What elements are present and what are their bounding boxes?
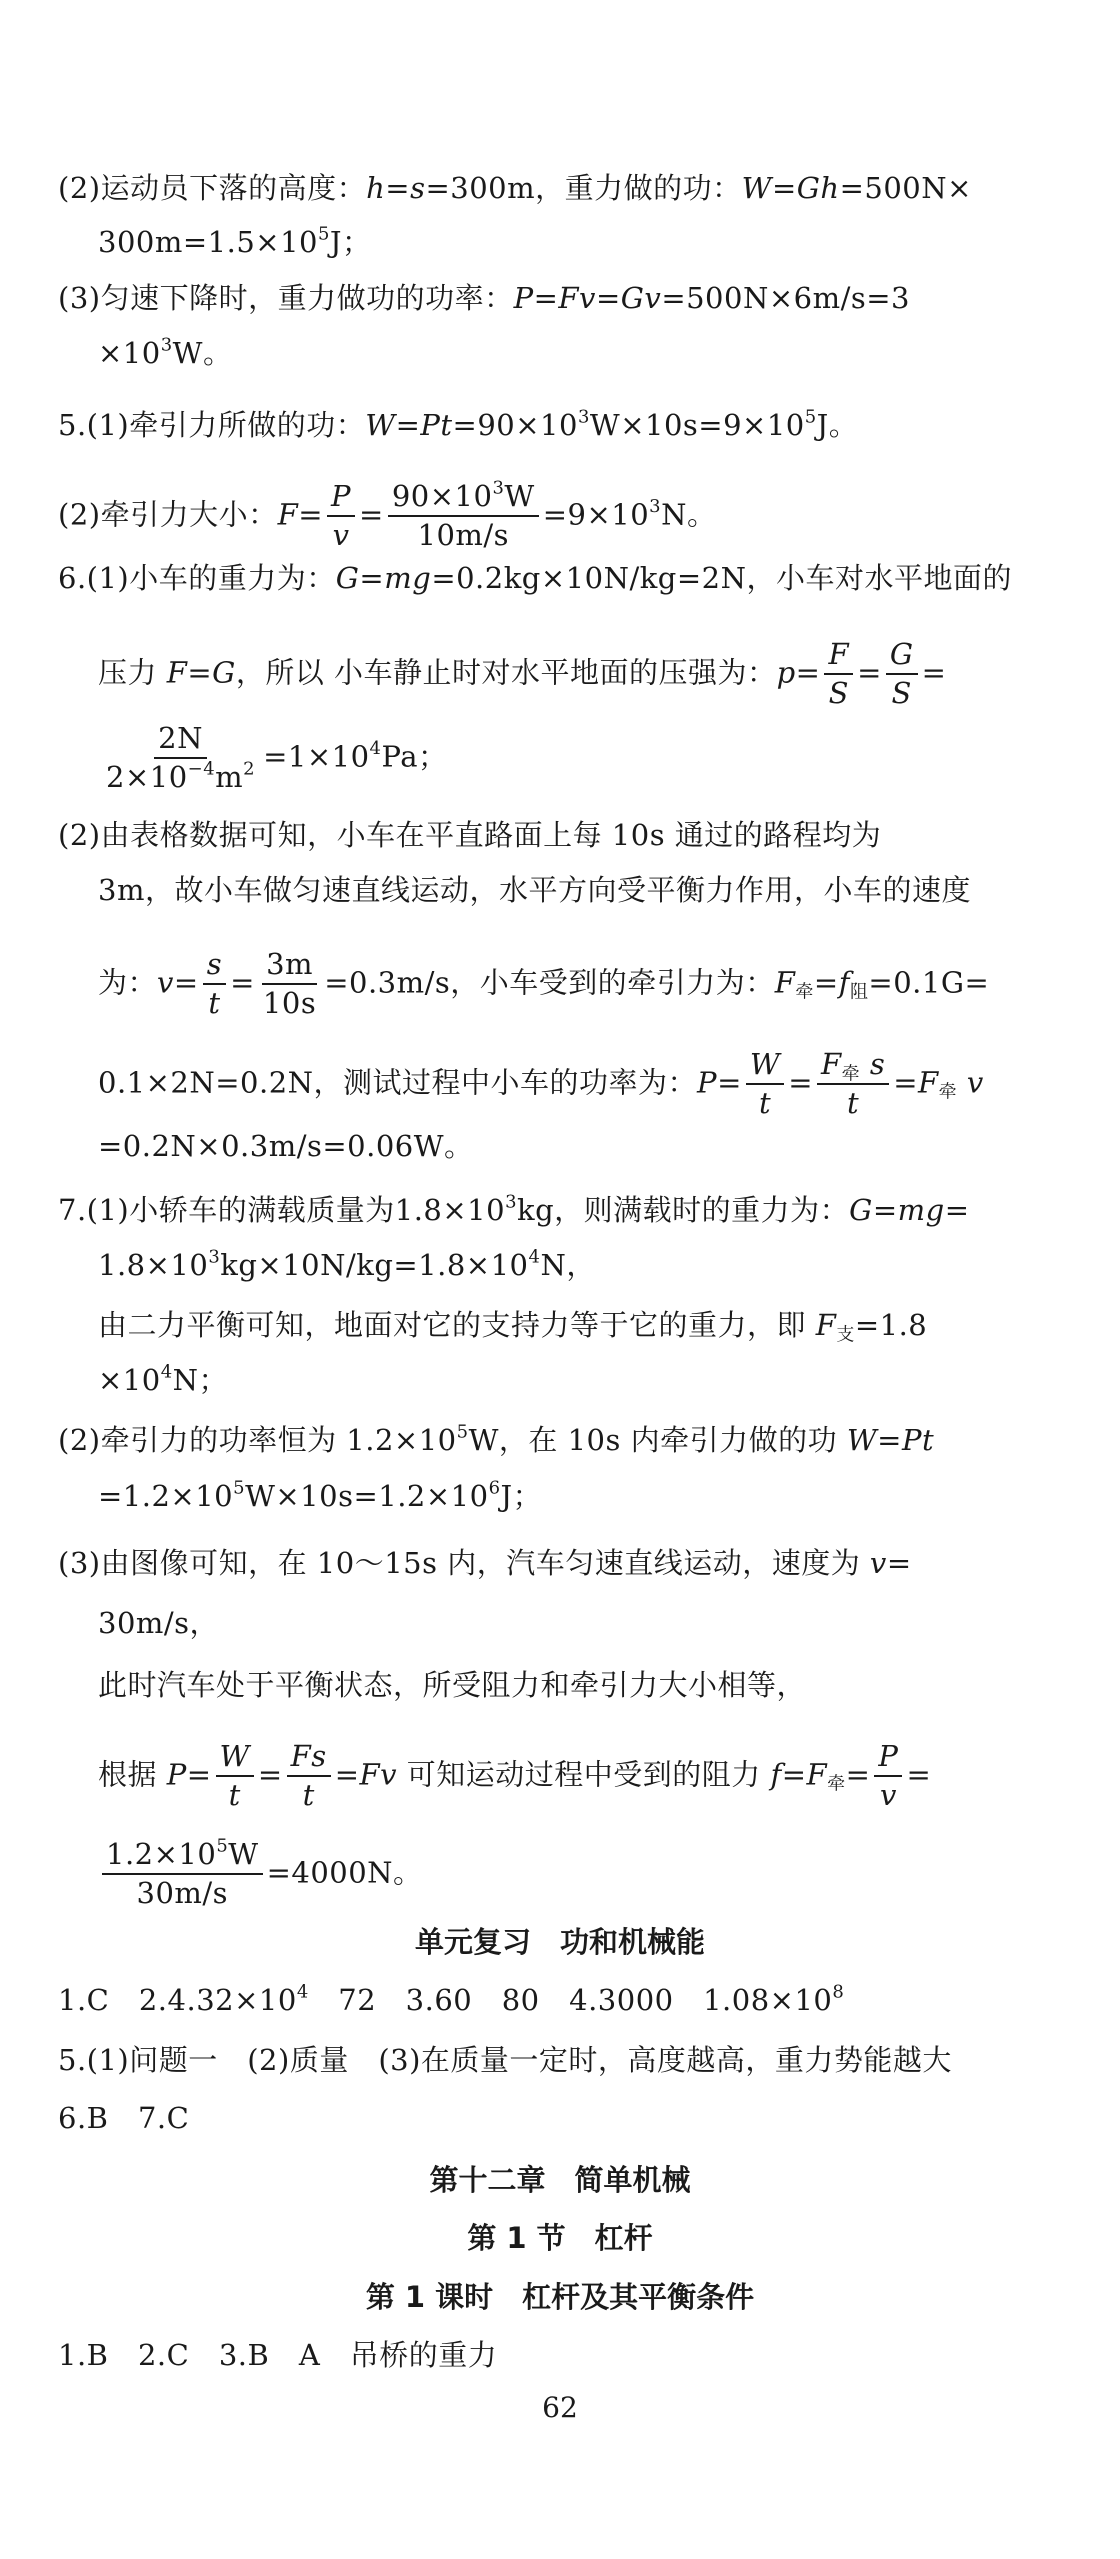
answer-7-1: 7.(1)小轿车的满载质量为$1.8\times 10^3kg$，则满载时的重力为：G=mg= (58, 1191, 970, 1227)
unit-review-answers-3: 6.B 7.C (58, 2101, 190, 2135)
answer-6-2-speed: 为：v= $\frac{s}{t}$ = $\frac{3m}{10s}$ =0.3m/s，小车受到的牵引力为：$F_牵=f_阻=0.1G=$ (98, 947, 990, 1021)
answer-7-2: (2)牵引力的功率恒为 $1.2\times 10^5W$，在 10s 内牵引力做的功 W=Pt (58, 1421, 935, 1457)
answer-6-1-result: $\frac{2N}{2\times 10^{-4}m^2}$ $=1\times 10^4Pa$； (106, 721, 448, 795)
lesson-title: 第 1 课时 杠杆及其平衡条件 (365, 2280, 755, 2314)
unit-review-answers-2: 5.(1)问题一 (2)质量 (3)在质量一定时，高度越高，重力势能越大 (58, 2043, 952, 2077)
answer-6-2-cont: 3m，故小车做匀速直线运动，水平方向受平衡力作用，小车的速度 (98, 873, 971, 907)
answer-7-3: (3)由图像可知，在 10～15s 内，汽车匀速直线运动，速度为 v= (58, 1546, 912, 1580)
lesson-answers: 1.B 2.C 3.B A 吊桥的重力 (58, 2338, 498, 2372)
answer-4-2: (2)运动员下落的高度：h=s=300m，重力做的功：W=Gh=500N× (58, 171, 972, 205)
unit-review-heading: 单元复习 功和机械能 (414, 1925, 705, 1959)
answer-6-1: 6.(1)小车的重力为：G=mg=0.2kg×10N/kg=2N，小车对水平地面的 (58, 561, 1012, 595)
answer-6-2-result: =0.2N×0.3m/s=0.06W。 (98, 1129, 474, 1163)
answer-7-3-speed: 30m/s， (98, 1606, 220, 1640)
answer-6-2-power: 0.1×2N=0.2N，测试过程中小车的功率为：P= $\frac{W}{t}$ = $\frac{F_牵 s}{t}$ $=F_牵$ v (98, 1047, 984, 1121)
page-number: 62 (542, 2391, 578, 2424)
answer-7-3-balance: 此时汽车处于平衡状态，所受阻力和牵引力大小相等， (98, 1668, 807, 1702)
answer-7-1-support-cont: $\times 10^4N$； (98, 1361, 229, 1397)
answer-7-3-result: $\frac{1.2\times 10^5W}{30m/s}$ =4000N。 (98, 1838, 423, 1911)
answer-7-1-cont: $1.8\times 10^3kg\times 10N/kg=1.8\times 10^4N$， (98, 1246, 596, 1282)
answer-4-3-cont: $\times 10^3W$。 (98, 334, 233, 370)
answer-4-3: (3)匀速下降时，重力做功的功率：P=Fv=Gv=500N×6m/s=3 (58, 281, 910, 315)
unit-review-answers-1: 1.C $2.4.32\times 10^4$ 72 3.60 80 4.3000 $1.08\times 10^8$ (58, 1981, 845, 2017)
answer-6-1-cont: 压力 F=G，所以 小车静止时对水平地面的压强为：p= $\frac{F}{S}$ = $\frac{G}{S}$ = (98, 637, 947, 711)
answer-5-2: (2)牵引力大小：F= $\frac{P}{v}$ = $\frac{90\times 10^3W}{10m/s}$ $=9\times 10^3N$。 (58, 477, 717, 553)
answer-7-3-formula: 根据 P= $\frac{W}{t}$ = $\frac{Fs}{t}$ =Fv 可知运动过程中受到的阻力 $f=F_牵=$ $\frac{P}{v}$ = (98, 1739, 932, 1813)
answer-7-1-support: 由二力平衡可知，地面对它的支持力等于它的重力，即 $F_支=1.8$ (98, 1308, 928, 1346)
answer-5-1: 5.(1)牵引力所做的功：$W=Pt=90\times 10^3W\times 10s=9\times 10^5J$。 (58, 406, 859, 442)
chapter-title: 第十二章 简单机械 (429, 2163, 691, 2197)
section-title: 第 1 节 杠杆 (467, 2221, 653, 2255)
answer-7-2-cont: $=1.2\times 10^5W\times 10s=1.2\times 10^6J$； (98, 1477, 543, 1513)
answer-4-2-cont: $300m=1.5\times 10^5J$； (98, 223, 372, 259)
answer-6-2: (2)由表格数据可知，小车在平直路面上每 10s 通过的路程均为 (58, 818, 882, 852)
